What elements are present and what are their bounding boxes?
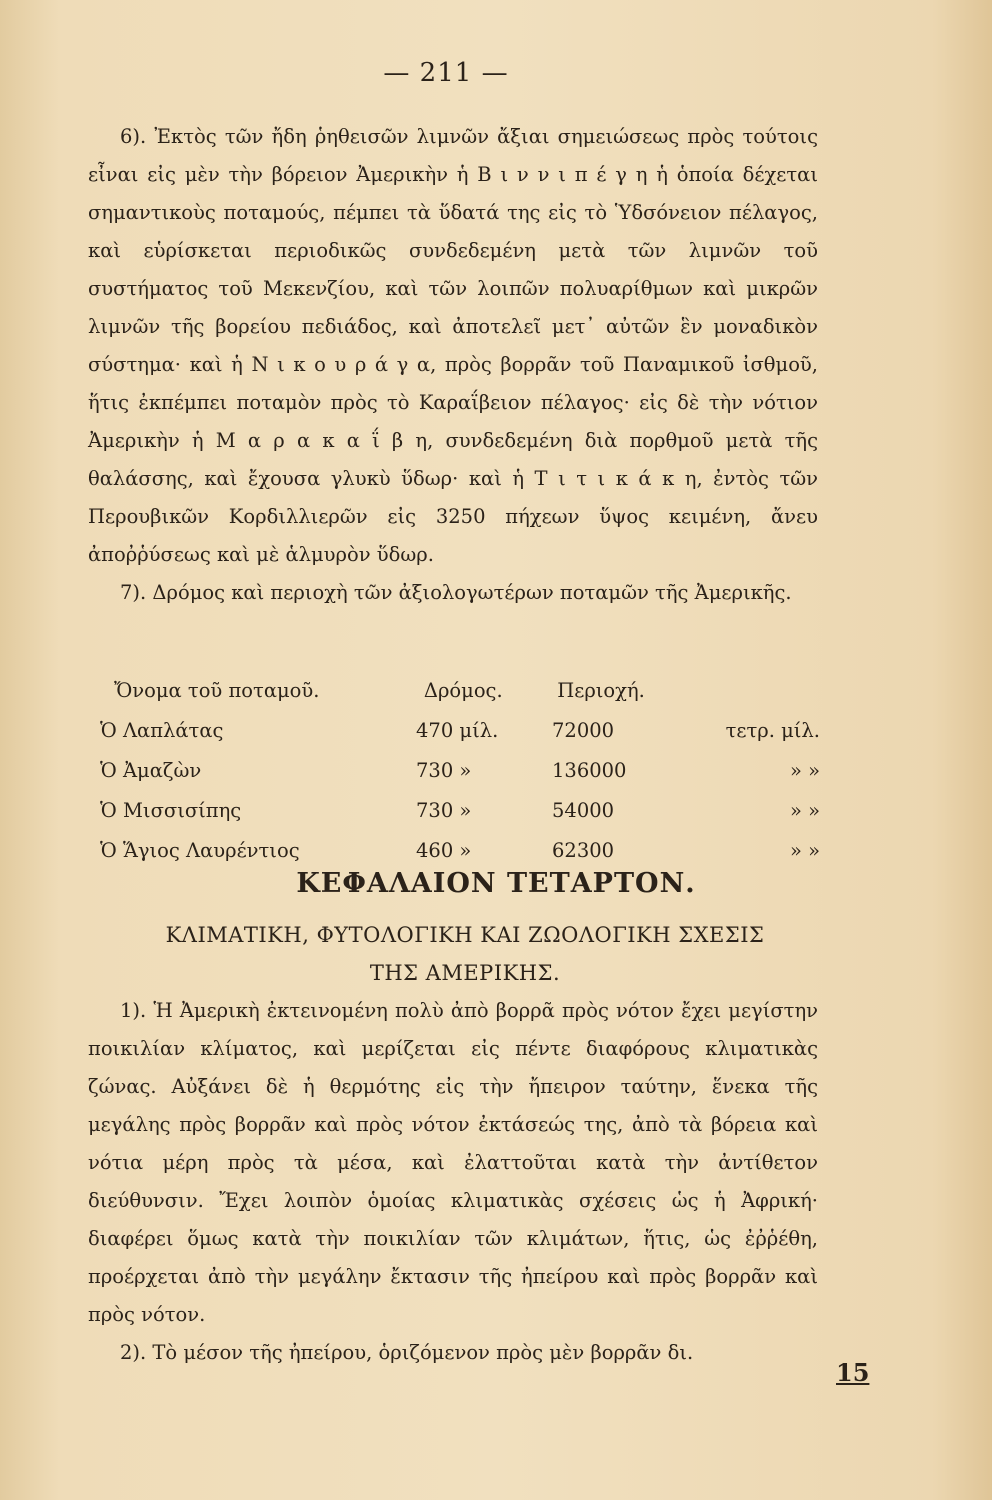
- river-unit: τετρ. μίλ.: [725, 718, 820, 742]
- river-area: 62300: [552, 838, 615, 862]
- header-name: Ὄνομα τοῦ ποταμοῦ.: [114, 678, 320, 702]
- chapter-subtitle: [100, 916, 830, 992]
- river-unit: » »: [789, 758, 820, 782]
- river-course: 730 »: [416, 798, 472, 822]
- river-course: 730 »: [416, 758, 472, 782]
- river-name: Ὁ Λαπλάτας: [100, 718, 224, 742]
- text-block-lower: [88, 992, 818, 1372]
- paragraph-section-7: 7). Δρόμος καὶ περιοχὴ τῶν ἀξιολογωτέρων ποταμῶν τῆς Ἀμερικῆς.: [120, 581, 792, 604]
- river-name: Ὁ Μισσισίπης: [100, 798, 242, 822]
- signature-mark: 15: [836, 1358, 870, 1387]
- page-number: — 211 —: [383, 58, 509, 88]
- table-header-row: [100, 670, 820, 710]
- header-course: Δρόμος.: [423, 678, 503, 702]
- table-row: [100, 830, 820, 870]
- river-unit: » »: [789, 838, 820, 862]
- river-area: 136000: [552, 758, 627, 782]
- paragraph-section-6: 6). Ἐκτὸς τῶν ἤδη ῥηθεισῶν λιμνῶν ἄξιαι σημειώσεως πρὸς τούτοις εἶναι εἰς μὲν τὴν βόρειον Ἀμερικὴν ἡ Β ι ν ν ι π έ γ η ἡ ὁποία δέχεται σημαντικοὺς ποταμούς, πέμπει τὰ ὕδατά της εἰς τὸ Ὑδσόνειον πέλαγος, καὶ εὑρίσκεται περιοδικῶς συνδεδεμένη μετὰ τῶν λιμνῶν τοῦ συστήματος τοῦ Μεκενζίου, καὶ τῶν λοιπῶν πολυαρίθμων καὶ μικρῶν λιμνῶν τῆς βορείου πεδιάδος, καὶ ἀποτελεῖ μετ᾽ αὐτῶν ἓν μοναδικὸν σύστημα· καὶ ἡ Ν ι κ ο υ ρ ά γ α, πρὸς βορρᾶν τοῦ Παναμικοῦ ἰσθμοῦ, ἥτις ἐκπέμπει ποταμὸν πρὸς τὸ Καραΐβειον πέλαγος· εἰς δὲ τὴν νότιον Ἀμερικὴν ἡ Μ α ρ α κ α ΐ β η, συνδεδεμένη διὰ πορθμοῦ μετὰ τῆς θαλάσσης, καὶ ἔχουσα γλυκὺ ὕδωρ· καὶ ἡ Τ ι τ ι κ ά κ η, ἐντὸς τῶν Περουβικῶν Κορδιλλιερῶν εἰς 3250 πήχεων ὕψος κειμένη, ἄνευ ἀποῤῥύσεως καὶ μὲ ἁλμυρὸν ὕδωρ.: [88, 125, 818, 566]
- paragraph-section-1: 1). Ἡ Ἀμερικὴ ἐκτεινομένη πολὺ ἀπὸ βορρᾶ πρὸς νότον ἔχει μεγίστην ποικιλίαν κλίματος, καὶ μερίζεται εἰς πέντε διαφόρους κλιματικὰς ζώνας. Αὐξάνει δὲ ἡ θερμότης εἰς τὴν ἤπειρον ταύτην, ἕνεκα τῆς μεγάλης πρὸς βορρᾶν καὶ πρὸς νότον ἐκτάσεώς της, ἀπὸ τὰ βόρεια καὶ νότια μέρη πρὸς τὰ μέσα, καὶ ἐλαττοῦται κατὰ τὴν ἀντίθετον διεύθυνσιν. Ἔχει λοιπὸν ὁμοίας κλιματικὰς σχέσεις ὡς ἡ Ἀφρική· διαφέρει ὅμως κατὰ τὴν ποικιλίαν τῶν κλιμάτων, ἥτις, ὡς ἐῤῥέθη, προέρχεται ἀπὸ τὴν μεγάλην ἔκτασιν τῆς ἠπείρου καὶ πρὸς βορρᾶν καὶ πρὸς νότον.: [88, 999, 818, 1326]
- river-course: 470 μίλ.: [416, 718, 499, 742]
- paragraph-section-2: 2). Τὸ μέσον τῆς ἠπείρου, ὁριζόμενον πρὸς μὲν βορρᾶν δι.: [120, 1341, 694, 1364]
- river-course: 460 »: [416, 838, 472, 862]
- table-row: [100, 790, 820, 830]
- river-name: Ὁ Ἀμαζὼν: [100, 758, 202, 782]
- river-name: Ὁ Ἅγιος Λαυρέντιος: [100, 838, 300, 862]
- table-row: [100, 750, 820, 790]
- river-area: 72000: [552, 718, 615, 742]
- rivers-table: [100, 670, 820, 870]
- river-unit: » »: [789, 798, 820, 822]
- chapter-subtitle-line-1: ΚΛΙΜΑΤΙΚΗ, ΦΥΤΟΛΟΓΙΚΗ ΚΑΙ ΖΩΟΛΟΓΙΚΗ ΣΧΕΣΙΣ: [165, 923, 765, 947]
- table-row: [100, 710, 820, 750]
- chapter-subtitle-line-2: ΤΗΣ ΑΜΕΡΙΚΗΣ.: [369, 961, 561, 985]
- chapter-title: ΚΕΦΑΛΑΙΟΝ ΤΕΤΑΡΤΟΝ.: [296, 868, 696, 899]
- river-area: 54000: [552, 798, 615, 822]
- text-block-upper: [88, 118, 818, 612]
- header-area: Περιοχή.: [557, 678, 645, 702]
